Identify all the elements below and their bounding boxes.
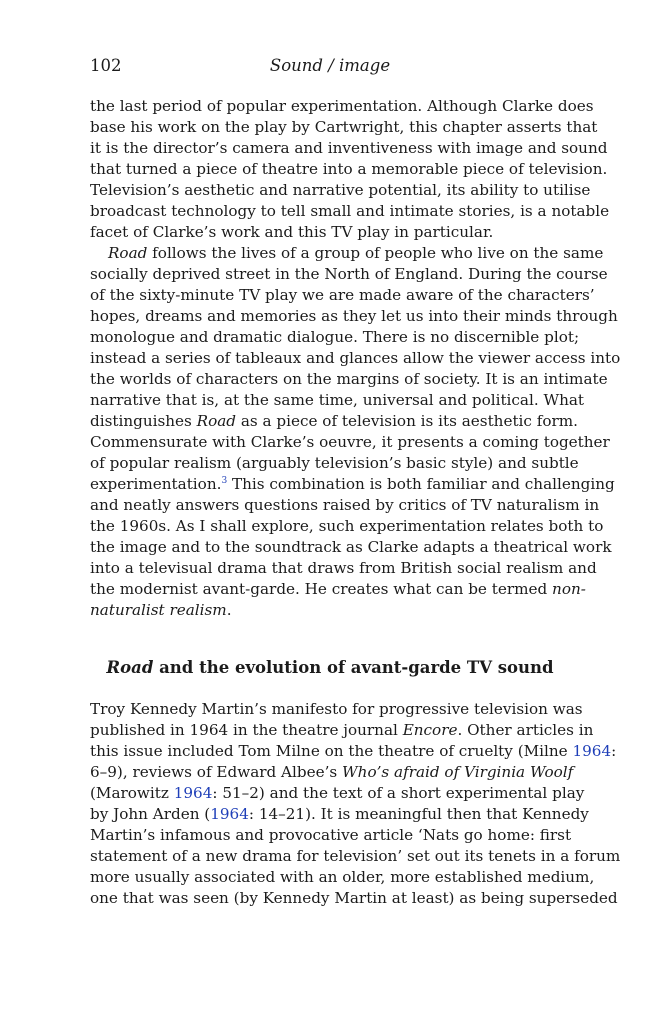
text-run: by John Arden ( [90, 805, 211, 823]
text-line: one that was seen (by Kennedy Martin at least) as being superseded [90, 889, 618, 907]
text-run: This combination is both familiar and challenging [227, 475, 615, 493]
paragraph [90, 96, 610, 243]
text-line [90, 600, 570, 621]
text-run: follows the lives of a group of people who live on the same [147, 244, 604, 262]
text-line: and neatly answers questions raised by critics of TV naturalism in [90, 496, 600, 514]
text-line: the image and to the soundtrack as Clarke adapts a theatrical work [90, 538, 612, 556]
section-heading [90, 653, 570, 683]
italic-title: Road [106, 658, 154, 677]
text-run: : [611, 742, 617, 760]
text-line [90, 762, 574, 783]
italic-term: non- [552, 580, 586, 598]
italic-title: Encore [402, 721, 458, 739]
italic-title: Road [108, 244, 148, 262]
text-run: . [226, 601, 232, 619]
paragraph [90, 243, 621, 621]
text-line [90, 579, 586, 600]
text-run: published in 1964 in the theatre journal [90, 721, 403, 739]
footnote-marker[interactable]: 3 [221, 475, 228, 486]
running-head [90, 56, 570, 80]
text-run: . Other articles in [457, 721, 594, 739]
text-line [90, 783, 585, 804]
text-line: of the sixty-minute TV play we are made aware of the characters’ [90, 286, 595, 304]
text-line: it is the director’s camera and inventiveness with image and sound [90, 139, 608, 157]
citation-link[interactable]: 1964 [572, 742, 612, 760]
text-run: : 14–21). It is meaningful then that Kennedy [248, 805, 589, 823]
text-line [90, 474, 615, 495]
italic-term: naturalist realism [90, 601, 227, 619]
text-line: Martin’s infamous and provocative article ‘Nats go home: first [90, 826, 572, 844]
heading-text: and the evolution of avant-garde TV sound [153, 658, 554, 677]
text-run: (Marowitz [90, 784, 174, 802]
text-line: instead a series of tableaux and glances allow the viewer access into [90, 349, 621, 367]
text-run: as a piece of television is its aesthetic form. [236, 412, 578, 430]
text-line [90, 720, 594, 741]
text-run: this issue included Tom Milne on the theatre of cruelty (Milne [90, 742, 573, 760]
text-run: the modernist avant-garde. He creates what can be termed [90, 580, 553, 598]
italic-title: Road [196, 412, 237, 430]
text-line [90, 741, 617, 762]
page-number: 102 [90, 56, 122, 75]
text-line: of popular realism (arguably television’s basic style) and subtle [90, 454, 579, 472]
spacer [90, 621, 570, 653]
paragraph [90, 699, 621, 909]
text-line: more usually associated with an older, more established medium, [90, 868, 595, 886]
text-line: that turned a piece of theatre into a memorable piece of television. [90, 160, 608, 178]
text-line: Troy Kennedy Martin’s manifesto for progressive television was [90, 700, 583, 718]
text-line: monologue and dramatic dialogue. There is no discernible plot; [90, 328, 580, 346]
text-run: distinguishes [90, 412, 197, 430]
italic-title: Who’s afraid of Virginia Woolf [342, 763, 574, 781]
citation-link[interactable]: 1964 [210, 805, 249, 823]
text-line: Commensurate with Clarke’s oeuvre, it presents a coming together [90, 433, 610, 451]
text-line [90, 243, 604, 264]
text-run: : 51–2) and the text of a short experimental play [212, 784, 585, 802]
text-line: base his work on the play by Cartwright, this chapter asserts that [90, 118, 598, 136]
text-line: Television’s aesthetic and narrative potential, its ability to utilise [90, 181, 591, 199]
text-line: hopes, dreams and memories as they let us into their minds through [90, 307, 618, 325]
text-line [90, 411, 578, 432]
citation-link[interactable]: 1964 [173, 784, 213, 802]
text-line: the worlds of characters on the margins of society. It is an intimate [90, 370, 608, 388]
text-line: socially deprived street in the North of England. During the course [90, 265, 608, 283]
text-line: the last period of popular experimentation. Although Clarke does [90, 97, 594, 115]
text-line: narrative that is, at the same time, universal and political. What [90, 391, 585, 409]
text-line: broadcast technology to tell small and intimate stories, is a notable [90, 202, 610, 220]
text-line: statement of a new drama for television’ set out its tenets in a forum [90, 847, 621, 865]
body-text [90, 96, 621, 909]
running-title: Sound / image [269, 56, 391, 75]
spacer [90, 683, 570, 699]
text-run: 6–9), reviews of Edward Albee’s [90, 763, 343, 781]
text-line: the 1960s. As I shall explore, such experimentation relates both to [90, 517, 604, 535]
text-line: into a televisual drama that draws from British social realism and [90, 559, 597, 577]
text-line [90, 804, 589, 825]
text-run: experimentation. [90, 475, 222, 493]
text-line: facet of Clarke’s work and this TV play in particular. [90, 223, 494, 241]
